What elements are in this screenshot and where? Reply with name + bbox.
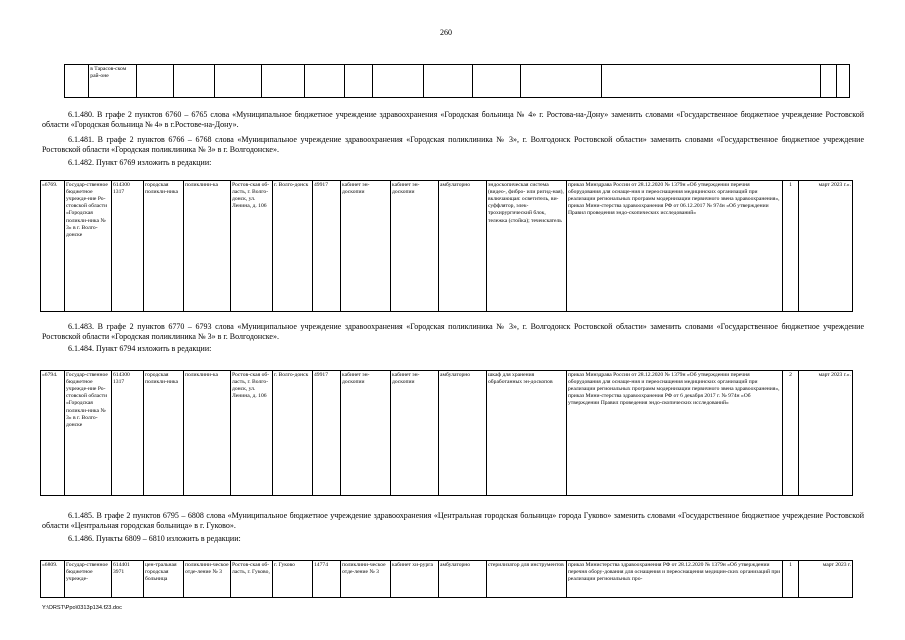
cell-order: приказ Министерства здравоохранения РФ от 28.12.2020 № 1379н «Об утверждении перечня обору-дования для оснащения и переоснащения медицин-ских организаций при реализации региональных про-: [567, 561, 783, 598]
table-row: [41, 561, 853, 598]
cell-quantity: 2: [783, 371, 799, 496]
cell-address: Ростов-ская об-ласть, г. Волго-донск, ул. Ленина, д. 106: [231, 371, 273, 496]
cell-mode: амбулаторно: [439, 371, 487, 496]
table-cell: в Тарасов-ском рай-оне: [89, 65, 137, 98]
cell-department: поликлини-ческое отде-ление № 3: [184, 561, 231, 598]
paragraph-6-1-483: 6.1.483. В графе 2 пунктов 6770 – 6793 слова «Муниципальное учреждение здравоохранения «Городская поликлиника № 3», г. Волгодонск Ростовской области» заменить словами «Государственное бюджетное учреждение Ростовской области «Городская поликлиника № 3» в г. Волгодонске».: [42, 322, 864, 341]
cell-organization: Государ-ственное бюджетное учрежде-: [65, 561, 112, 598]
cell-equipment: эндоскопическая система (видео-, фибро- или ригид-ная), включающая: осветитель, ви-суффлятор, элек-трохирургический блок, тележка (стойка); течеискатель: [487, 181, 567, 312]
cell-city: г. Гуково: [273, 561, 313, 598]
paragraph-6-1-481: 6.1.481. В графе 2 пунктов 6766 – 6768 слова «Муниципальное учреждение здравоохранения «Городская поликлиника № 3», г. Волгодонск Ростовской области» заменить словами «Государственное бюджетное учреждение Ростовской области «Городская поликлиника № 3» в г. Волгодонске».: [42, 135, 864, 154]
cell-order: приказ Минздрава России от 28.12.2020 № 1379н «Об утверждении перечня оборудования для оснаще-ния и переоснащения медицинских организаций при реализации региональных программ модернизации первичного звена здравоохранения», приказ Мини-стерства здравоохранения РФ от 06.12.2017 № 974н «Об утверждении Правил проведения эндо-скопических исследований»: [567, 181, 783, 312]
cell-date: март 2023 г.».: [799, 371, 853, 496]
cell-organization: Государ-ственное бюджетное учрежде-ние Ро-стовской области «Городская поликли-ника № 3» в г. Волго-донске: [65, 371, 112, 496]
paragraph-6-1-480: 6.1.480. В графе 2 пунктов 6760 – 6765 слова «Муниципальное бюджетное учреждение здравоохранения «Городская больница № 4» г. Ростова-на-Дону» заменить словами «Государственное бюджетное учреждение Ростовской области «Городская больница № 4» в г.Ростове-на-Дону».: [42, 110, 864, 129]
paragraph-6-1-486: 6.1.486. Пункты 6809 – 6810 изложить в редакции:: [68, 534, 241, 543]
cell-type: городская поликли-ника: [144, 371, 184, 496]
table-row: [41, 371, 853, 496]
cell-room: кабинет эн-доскопии: [341, 181, 391, 312]
cell-mode: амбулаторно: [439, 181, 487, 312]
cell-address: Ростов-ская об-ласть, г. Волго-донск, ул. Ленина, д. 106: [231, 181, 273, 312]
cell-code: 614401 3971: [112, 561, 144, 598]
cell-address: Ростов-ская об-ласть, г. Гуково,: [231, 561, 273, 598]
table-fragment-top: [64, 64, 850, 98]
cell-quantity: 1: [783, 561, 799, 598]
cell-room-2: кабинет эн-доскопии: [391, 181, 439, 312]
cell-number: «6809.: [41, 561, 65, 598]
cell-equipment: стерилизатор для инструментов: [487, 561, 567, 598]
cell-number: «6769.: [41, 181, 65, 312]
cell-room: поликлини-ческое отде-ление № 3: [341, 561, 391, 598]
cell-code: 614300 1317: [112, 181, 144, 312]
table-item-6769: [40, 180, 853, 312]
cell-zip: 14774: [313, 561, 341, 598]
cell-date: март 2023 г.: [799, 561, 853, 598]
cell-zip: 49917: [313, 181, 341, 312]
file-path-footer: Y:\ORST\Ppo\0313p134.f23.doc: [42, 605, 122, 611]
cell-type: цен-тральная городская больница: [144, 561, 184, 598]
cell-code: 614300 1317: [112, 371, 144, 496]
cell-room-2: кабинет эн-доскопии: [391, 371, 439, 496]
cell-number: «6794.: [41, 371, 65, 496]
paragraph-6-1-485: 6.1.485. В графе 2 пунктов 6795 – 6808 слова «Муниципальное бюджетное учреждение здравоохранения «Центральная городская больница» города Гуково» заменить словами «Государственное бюджетное учреждение Ростовской области «Центральная городская больница» в г. Гуково».: [42, 511, 864, 530]
cell-city: г. Волго-донск: [273, 371, 313, 496]
table-row: [41, 181, 853, 312]
cell-date: март 2023 г.».: [799, 181, 853, 312]
table-row: [65, 65, 850, 98]
cell-city: г. Волго-донск: [273, 181, 313, 312]
cell-equipment: шкаф для хранения обработанных эн-доскопов: [487, 371, 567, 496]
cell-order: приказ Минздрава России от 28.12.2020 № 1379н «Об утверждении перечня оборудования для оснаще-ния и переоснащения медицинских организаций при реализации региональных программ модернизации первичного звена здравоохранения», приказ Мини-стерства здравоохранения РФ от 6 декабря 2017 г. № 974н «Об утверждении Правил проведения эндо-скопических исследований»: [567, 371, 783, 496]
cell-quantity: 1: [783, 181, 799, 312]
cell-room: кабинет эн-доскопии: [341, 371, 391, 496]
cell-department: поликлини-ка: [184, 371, 231, 496]
table-item-6794: [40, 370, 853, 496]
paragraph-6-1-482: 6.1.482. Пункт 6769 изложить в редакции:: [68, 158, 212, 167]
paragraph-6-1-484: 6.1.484. Пункт 6794 изложить в редакции:: [68, 344, 212, 353]
table-item-6809: [40, 560, 853, 598]
cell-room-2: кабинет хи-рурга: [391, 561, 439, 598]
cell-mode: амбулаторно: [439, 561, 487, 598]
cell-department: поликлини-ка: [184, 181, 231, 312]
cell-type: городская поликли-ника: [144, 181, 184, 312]
page-number: 260: [440, 28, 452, 37]
cell-organization: Государ-ственное бюджетное учрежде-ние Ро-стовской области «Городская поликли-ника № 3» в г. Волго-донске: [65, 181, 112, 312]
cell-zip: 49917: [313, 371, 341, 496]
